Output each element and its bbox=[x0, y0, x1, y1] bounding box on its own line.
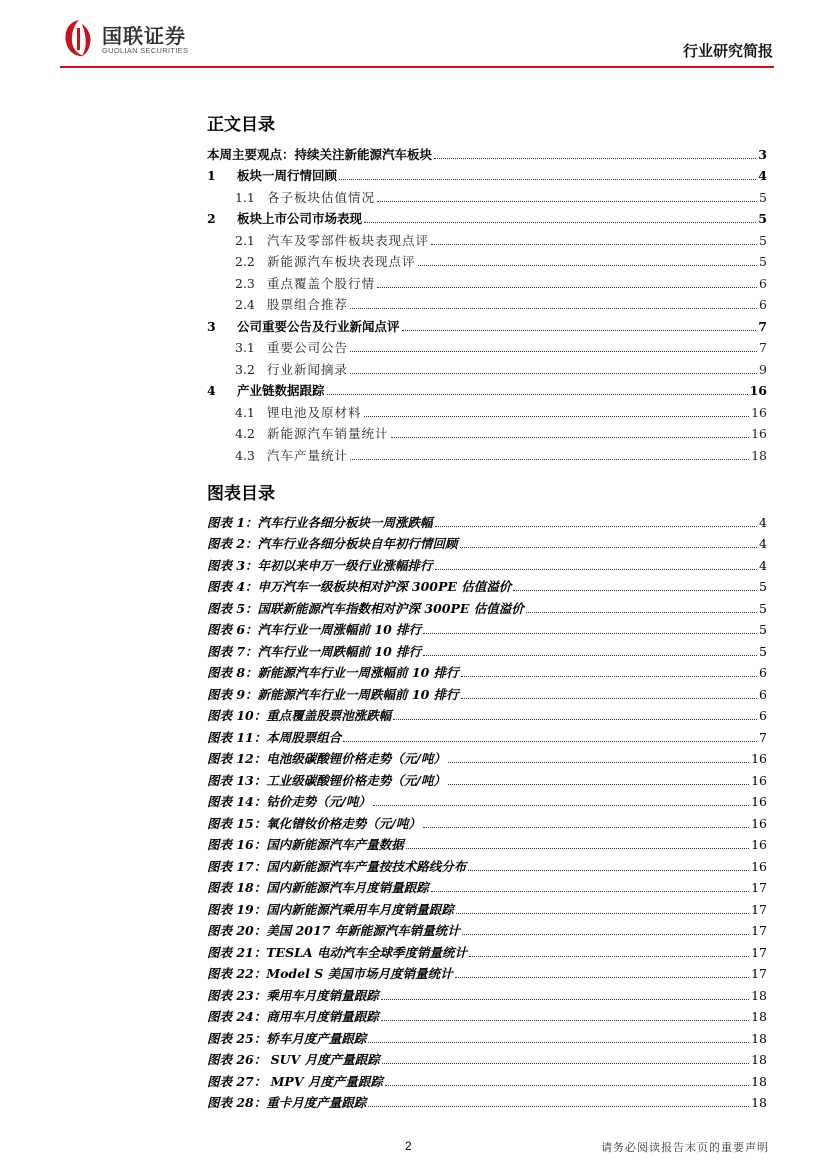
entry-number: 3 bbox=[207, 318, 216, 334]
dot-leader bbox=[393, 718, 757, 720]
entry-label: 板块一周行情回顾 bbox=[237, 168, 338, 183]
dot-leader bbox=[435, 568, 757, 570]
figure-entry[interactable] bbox=[207, 659, 767, 681]
dot-leader bbox=[364, 415, 750, 417]
disclaimer-note: 请务必阅读报告末页的重要声明 bbox=[601, 1141, 769, 1154]
dot-leader bbox=[377, 200, 757, 202]
dot-leader bbox=[391, 436, 750, 438]
entry-page-number: 18 bbox=[751, 1052, 767, 1067]
figure-entry[interactable] bbox=[207, 1003, 767, 1025]
entry-number: 3.1 bbox=[235, 340, 255, 355]
figure-entry[interactable] bbox=[207, 766, 767, 788]
entry-label: 公司重要公告及行业新闻点评 bbox=[237, 318, 400, 334]
entry-page-number: 6 bbox=[759, 297, 767, 312]
toc-entry[interactable] bbox=[207, 334, 767, 356]
entry-page-number: 18 bbox=[751, 1009, 767, 1024]
figure-entry[interactable] bbox=[207, 551, 767, 573]
entry-label: 图表 18：国内新能源汽车月度销量跟踪 bbox=[207, 880, 429, 895]
figure-entry[interactable] bbox=[207, 745, 767, 767]
dot-leader bbox=[385, 1084, 749, 1086]
figure-entry[interactable] bbox=[207, 530, 767, 552]
toc-entry[interactable] bbox=[207, 162, 767, 184]
entry-page-number: 16 bbox=[751, 815, 767, 831]
entry-page-number: 16 bbox=[751, 858, 767, 874]
toc-entry[interactable] bbox=[207, 441, 767, 463]
dot-leader bbox=[343, 740, 757, 742]
dot-leader bbox=[368, 1041, 749, 1043]
dot-leader bbox=[468, 869, 749, 871]
entry-label: 图表 1：汽车行业各细分板块一周涨跌幅 bbox=[207, 514, 433, 530]
figure-list-title: 图表目录 bbox=[207, 484, 275, 504]
dot-leader bbox=[382, 1062, 750, 1064]
page-number: 2 bbox=[405, 1139, 412, 1153]
header-divider bbox=[60, 66, 774, 68]
entry-label: 新能源汽车板块表现点评 bbox=[267, 254, 416, 269]
entry-label: 图表 13：工业级碳酸锂价格走势（元/吨） bbox=[207, 772, 446, 788]
dot-leader bbox=[435, 525, 757, 527]
toc-title: 正文目录 bbox=[207, 115, 275, 135]
entry-label: 图表 22：Model S 美国市场月度销量统计 bbox=[207, 966, 453, 981]
figure-list bbox=[207, 508, 767, 1110]
dot-leader bbox=[381, 998, 749, 1000]
figure-entry[interactable] bbox=[207, 788, 767, 810]
dot-leader bbox=[431, 890, 749, 892]
entry-label: 图表 19：国内新能源汽乘用车月度销量跟踪 bbox=[207, 901, 454, 917]
figure-entry[interactable] bbox=[207, 809, 767, 831]
dot-leader bbox=[423, 654, 757, 656]
dot-leader bbox=[469, 955, 749, 957]
entry-page-number: 16 bbox=[751, 751, 767, 766]
dot-leader bbox=[368, 1105, 749, 1107]
toc-entry[interactable] bbox=[207, 140, 767, 162]
entry-label: 图表 23：乘用车月度销量跟踪 bbox=[207, 987, 379, 1003]
dot-leader bbox=[423, 826, 749, 828]
dot-leader bbox=[373, 804, 749, 806]
entry-label: 汽车产量统计 bbox=[267, 447, 349, 463]
entry-page-number: 16 bbox=[751, 794, 767, 809]
figure-entry[interactable] bbox=[207, 637, 767, 659]
logo-english-text: GUOLIAN SECURITIES bbox=[102, 46, 189, 55]
logo-mark-icon bbox=[62, 18, 96, 58]
dot-leader bbox=[460, 546, 757, 548]
entry-page-number: 4 bbox=[758, 168, 767, 183]
table-of-contents bbox=[207, 140, 767, 463]
figure-entry[interactable] bbox=[207, 680, 767, 702]
entry-label: 图表 2：汽车行业各细分板块自年初行情回顾 bbox=[207, 536, 458, 551]
dot-leader bbox=[434, 157, 756, 159]
entry-page-number: 6 bbox=[759, 665, 767, 680]
entry-label: 图表 7：汽车行业一周跌幅前 10 排行 bbox=[207, 643, 422, 659]
entry-page-number: 5 bbox=[758, 211, 767, 226]
figure-entry[interactable] bbox=[207, 852, 767, 874]
entry-label: 产业链数据跟踪 bbox=[237, 383, 325, 398]
entry-page-number: 17 bbox=[751, 880, 767, 895]
figure-entry[interactable] bbox=[207, 594, 767, 616]
entry-label: 图表 10：重点覆盖股票池涨跌幅 bbox=[207, 708, 392, 723]
entry-number: 1 bbox=[207, 168, 216, 183]
entry-page-number: 7 bbox=[758, 318, 767, 334]
entry-label: 图表 25：轿车月度产量跟踪 bbox=[207, 1030, 367, 1046]
document-type: 行业研究简报 bbox=[682, 42, 773, 60]
dot-leader bbox=[461, 697, 757, 699]
entry-page-number: 4 bbox=[759, 536, 767, 551]
dot-leader bbox=[350, 307, 757, 309]
dot-leader bbox=[513, 589, 757, 591]
entry-page-number: 16 bbox=[751, 837, 767, 852]
entry-page-number: 5 bbox=[759, 189, 767, 205]
entry-number: 2.4 bbox=[235, 297, 255, 312]
entry-page-number: 17 bbox=[751, 944, 767, 960]
entry-page-number: 16 bbox=[751, 404, 767, 420]
entry-page-number: 18 bbox=[751, 1030, 767, 1046]
figure-entry[interactable] bbox=[207, 573, 767, 595]
entry-page-number: 5 bbox=[759, 254, 767, 269]
dot-leader bbox=[350, 350, 757, 352]
figure-entry[interactable] bbox=[207, 874, 767, 896]
entry-page-number: 6 bbox=[759, 686, 767, 702]
entry-label: 图表 20：美国 2017 年新能源汽车销量统计 bbox=[207, 923, 460, 938]
dot-leader bbox=[431, 243, 757, 245]
entry-label: 锂电池及原材料 bbox=[267, 404, 362, 420]
entry-page-number: 5 bbox=[759, 232, 767, 248]
entry-number: 3.2 bbox=[235, 361, 255, 377]
dot-leader bbox=[455, 976, 749, 978]
dot-leader bbox=[448, 761, 749, 763]
entry-page-number: 6 bbox=[759, 275, 767, 291]
entry-label: 图表 3：年初以来申万一级行业涨幅排行 bbox=[207, 557, 433, 573]
toc-entry[interactable] bbox=[207, 420, 767, 442]
dot-leader bbox=[350, 458, 749, 460]
entry-label: 图表 17：国内新能源汽车产量按技术路线分布 bbox=[207, 858, 467, 874]
figure-entry[interactable] bbox=[207, 1067, 767, 1089]
entry-number: 2.1 bbox=[235, 232, 255, 248]
dot-leader bbox=[381, 1019, 749, 1021]
figure-entry[interactable] bbox=[207, 831, 767, 853]
figure-entry[interactable] bbox=[207, 1089, 767, 1111]
entry-label: 图表 16：国内新能源汽车产量数据 bbox=[207, 837, 404, 852]
entry-label: 重要公司公告 bbox=[267, 340, 349, 355]
logo-chinese-text: 国联证券 bbox=[102, 24, 186, 48]
entry-label: 股票组合推荐 bbox=[267, 297, 349, 312]
entry-label: 图表 4：申万汽车一级板块相对沪深 300PE 估值溢价 bbox=[207, 579, 512, 594]
dot-leader bbox=[423, 632, 757, 634]
entry-label: 图表 6：汽车行业一周涨幅前 10 排行 bbox=[207, 622, 422, 637]
dot-leader bbox=[462, 933, 749, 935]
toc-entry[interactable] bbox=[207, 312, 767, 334]
figure-entry[interactable] bbox=[207, 938, 767, 960]
figure-entry[interactable] bbox=[207, 723, 767, 745]
entry-number: 4 bbox=[207, 383, 216, 398]
dot-leader bbox=[350, 372, 757, 374]
entry-page-number: 16 bbox=[749, 383, 767, 398]
figure-entry[interactable] bbox=[207, 616, 767, 638]
entry-number: 2 bbox=[207, 211, 216, 226]
entry-label: 图表 26： SUV 月度产量跟踪 bbox=[207, 1052, 380, 1067]
toc-entry[interactable] bbox=[207, 205, 767, 227]
entry-label: 重点覆盖个股行情 bbox=[267, 275, 376, 291]
entry-page-number: 9 bbox=[759, 361, 767, 377]
entry-page-number: 5 bbox=[759, 643, 767, 659]
entry-page-number: 17 bbox=[751, 966, 767, 981]
toc-entry[interactable] bbox=[207, 291, 767, 313]
dot-leader bbox=[456, 912, 749, 914]
toc-entry[interactable] bbox=[207, 377, 767, 399]
entry-number: 2.3 bbox=[235, 275, 255, 291]
entry-page-number: 5 bbox=[759, 600, 767, 616]
entry-page-number: 6 bbox=[759, 708, 767, 723]
entry-page-number: 16 bbox=[751, 772, 767, 788]
entry-page-number: 18 bbox=[751, 987, 767, 1003]
entry-label: 图表 8：新能源汽车行业一周涨幅前 10 排行 bbox=[207, 665, 459, 680]
entry-label: 图表 27： MPV 月度产量跟踪 bbox=[207, 1073, 383, 1089]
entry-label: 行业新闻摘录 bbox=[267, 361, 349, 377]
dot-leader bbox=[402, 329, 757, 331]
figure-entry[interactable] bbox=[207, 895, 767, 917]
entry-label: 各子板块估值情况 bbox=[267, 189, 376, 205]
figure-entry[interactable] bbox=[207, 960, 767, 982]
toc-entry[interactable] bbox=[207, 248, 767, 270]
entry-number: 1.1 bbox=[235, 189, 255, 205]
toc-entry[interactable] bbox=[207, 269, 767, 291]
toc-entry[interactable] bbox=[207, 226, 767, 248]
entry-number: 4.1 bbox=[235, 404, 255, 420]
entry-label: 图表 24：商用车月度销量跟踪 bbox=[207, 1009, 379, 1024]
figure-entry[interactable] bbox=[207, 508, 767, 530]
figure-entry[interactable] bbox=[207, 1046, 767, 1068]
entry-page-number: 16 bbox=[751, 426, 767, 441]
entry-label: 板块上市公司市场表现 bbox=[237, 211, 363, 226]
toc-entry[interactable] bbox=[207, 398, 767, 420]
entry-page-number: 5 bbox=[759, 579, 767, 594]
entry-label: 新能源汽车销量统计 bbox=[267, 426, 389, 441]
company-logo bbox=[62, 18, 222, 60]
dot-leader bbox=[406, 847, 749, 849]
entry-label: 图表 14：钴价走势（元/吨） bbox=[207, 794, 371, 809]
entry-label: 图表 15：氧化镨钕价格走势（元/吨） bbox=[207, 815, 421, 831]
entry-label: 图表 11：本周股票组合 bbox=[207, 729, 342, 745]
dot-leader bbox=[339, 178, 756, 180]
entry-page-number: 17 bbox=[751, 923, 767, 938]
figure-entry[interactable] bbox=[207, 981, 767, 1003]
entry-page-number: 4 bbox=[759, 557, 767, 573]
entry-label: 图表 12：电池级碳酸锂价格走势（元/吨） bbox=[207, 751, 446, 766]
entry-number: 4.3 bbox=[235, 447, 255, 463]
entry-label: 图表 21：TESLA 电动汽车全球季度销量统计 bbox=[207, 944, 467, 960]
entry-page-number: 4 bbox=[759, 514, 767, 530]
entry-page-number: 18 bbox=[751, 1095, 767, 1110]
dot-leader bbox=[461, 675, 757, 677]
dot-leader bbox=[364, 221, 756, 223]
entry-label: 图表 5：国联新能源汽车指数相对沪深 300PE 估值溢价 bbox=[207, 600, 524, 616]
page-header bbox=[0, 0, 827, 70]
figure-entry[interactable] bbox=[207, 702, 767, 724]
entry-page-number: 18 bbox=[751, 1073, 767, 1089]
entry-label: 图表 28：重卡月度产量跟踪 bbox=[207, 1095, 367, 1110]
entry-number: 2.2 bbox=[235, 254, 255, 269]
toc-entry[interactable] bbox=[207, 183, 767, 205]
entry-page-number: 17 bbox=[751, 901, 767, 917]
figure-entry[interactable] bbox=[207, 917, 767, 939]
dot-leader bbox=[327, 393, 748, 395]
entry-number: 4.2 bbox=[235, 426, 255, 441]
dot-leader bbox=[448, 783, 749, 785]
entry-page-number: 7 bbox=[759, 729, 767, 745]
dot-leader bbox=[526, 611, 757, 613]
entry-page-number: 3 bbox=[758, 146, 767, 162]
dot-leader bbox=[418, 264, 758, 266]
entry-label: 本周主要观点：持续关注新能源汽车板块 bbox=[207, 146, 433, 162]
figure-entry[interactable] bbox=[207, 1024, 767, 1046]
dot-leader bbox=[377, 286, 757, 288]
toc-entry[interactable] bbox=[207, 355, 767, 377]
entry-page-number: 18 bbox=[751, 447, 767, 463]
entry-label: 图表 9：新能源汽车行业一周跌幅前 10 排行 bbox=[207, 686, 459, 702]
entry-page-number: 7 bbox=[759, 340, 767, 355]
entry-page-number: 5 bbox=[759, 622, 767, 637]
entry-label: 汽车及零部件板块表现点评 bbox=[267, 232, 430, 248]
